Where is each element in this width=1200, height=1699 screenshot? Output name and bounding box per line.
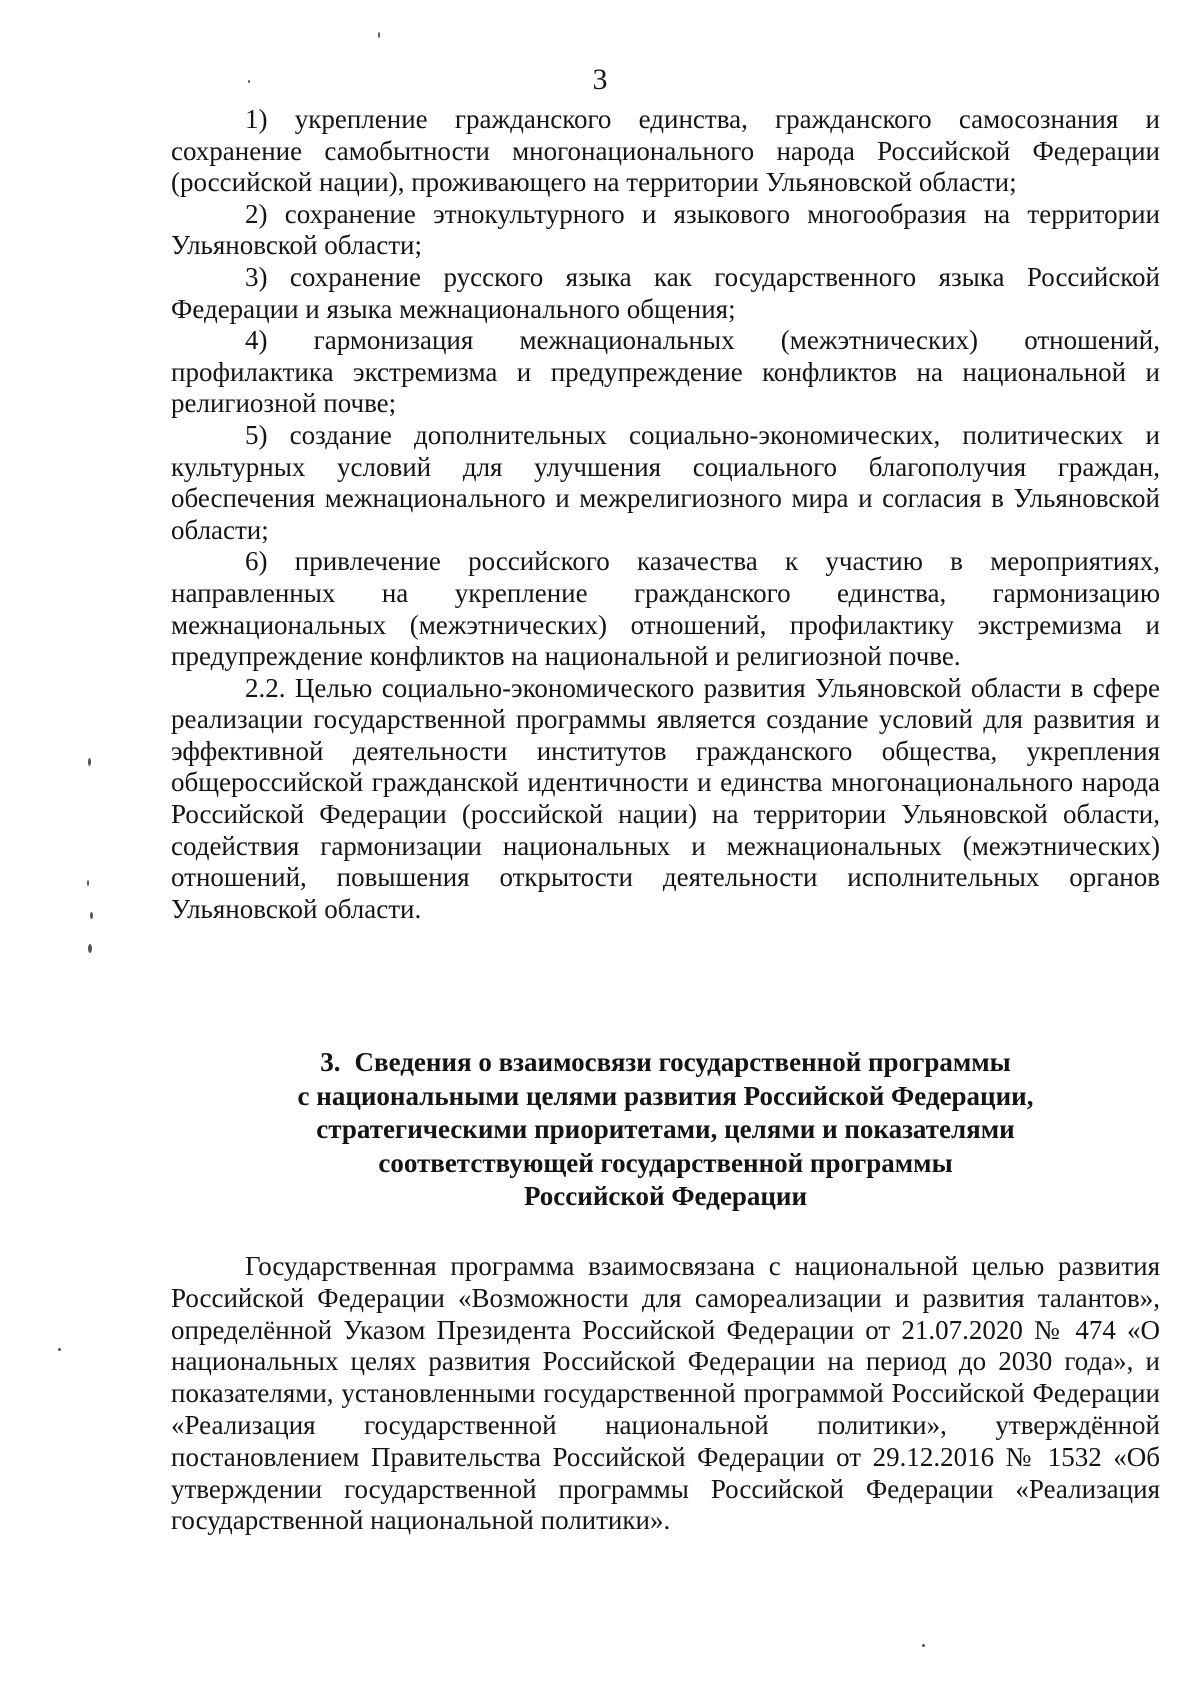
- scan-speck: [88, 758, 91, 766]
- section-heading-line-5: Российской Федерации: [523, 1181, 808, 1211]
- section-heading-line-3: стратегическими приоритетами, целями и показателями: [316, 1114, 1015, 1144]
- section-heading-line-1: [171, 1046, 1160, 1080]
- list-item-6: 6) привлечение российского казачества к участию в мероприятиях, направленных на укрепление гражданского единства, гармонизацию межнациональных (межэтнических) отношений, профилактику экстремизма и предупреждение конфликтов на национальной и религиозной почве.: [171, 546, 1160, 672]
- list-item-2: 2) сохранение этнокультурного и языкового многообразия на территории Ульяновской области;: [171, 198, 1160, 261]
- section-number: 3.: [320, 1047, 341, 1077]
- list-item-4: 4) гармонизация межнациональных (межэтнических) отношений, профилактика экстремизма и предупреждение конфликтов на национальной и религиозной почве;: [171, 325, 1160, 419]
- list-item-3: 3) сохранение русского языка как государственного языка Российской Федерации и языка межнационального общения;: [171, 261, 1160, 324]
- section-heading-line-4: соответствующей государственной программы: [378, 1147, 953, 1178]
- section-heading: [171, 1046, 1160, 1214]
- closing-text: [171, 1251, 1160, 1537]
- scan-speck: [90, 912, 93, 919]
- list-item-5: 5) создание дополнительных социально-экономических, политических и культурных условий для улучшения социального благополучия граждан, обеспечения межнационального и межрелигиозного мира и согласия в Ульяновской области;: [171, 419, 1160, 545]
- section-heading-text-1: Сведения о взаимосвязи государственной программы: [354, 1047, 1011, 1077]
- scan-speck: [58, 1348, 61, 1351]
- scan-speck: [378, 32, 380, 38]
- page-number: 3: [592, 63, 608, 96]
- body-text: [171, 104, 1160, 925]
- scan-speck: [87, 880, 89, 886]
- goal-paragraph: 2.2. Целью социально-экономического развития Ульяновской области в сфере реализации государственной программы является создание условий для развития и эффективной деятельности институтов гражданского общества, укрепления общероссийской гражданской идентичности и единства многонационального народа Российской Федерации (российской нации) на территории Ульяновской области, содействия гармонизации национальных и межнациональных (межэтнических) отношений, повышения открытости деятельности исполнительных органов Ульяновской области.: [171, 672, 1160, 924]
- scan-speck: [248, 80, 250, 83]
- closing-paragraph: Государственная программа взаимосвязана с национальной целью развития Российской Федерации «Возможности для самореализации и развития талантов», определённой Указом Президента Российской Федерации от 21.07.2020 № 474 «О национальных целях развития Российской Федерации на период до 2030 года», и показателями, установленными государственной программой Российской Федерации «Реализация государственной национальной политики», утверждённой постановлением Правительства Российской Федерации от 29.12.2016 № 1532 «Об утверждении государственной программы Российской Федерации «Реализация государственной национальной политики».: [171, 1251, 1160, 1536]
- list-item-1: 1) укрепление гражданского единства, гражданского самосознания и сохранение самобытности многонационального народа Российской Федерации (российской нации), проживающего на территории Ульяновской области;: [171, 104, 1160, 198]
- section-heading-line-2: с национальными целями развития Российской Федерации,: [297, 1080, 1034, 1111]
- scan-speck: [88, 944, 92, 953]
- scan-speck: [922, 1644, 925, 1647]
